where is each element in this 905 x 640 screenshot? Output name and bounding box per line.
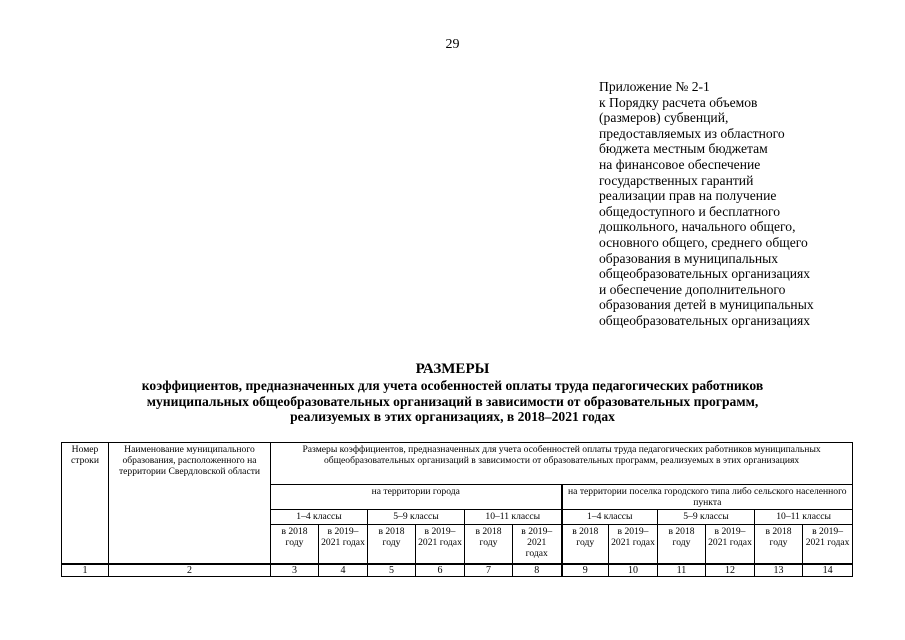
appendix-line: общеобразовательных организациях xyxy=(599,312,811,328)
appendix-line: образования в муниципальных xyxy=(599,250,779,266)
header-year-2018: в 2018 году xyxy=(562,525,609,564)
header-grades-city-5-9: 5–9 классы xyxy=(368,510,465,525)
appendix-note xyxy=(599,79,869,329)
column-number-cell: 3 xyxy=(271,564,319,577)
header-year-2018: в 2018 году xyxy=(755,525,803,564)
header-year-2019-2021: в 2019–2021 годах xyxy=(803,525,853,564)
document-title: РАЗМЕРЫ xyxy=(415,361,490,377)
coefficients-table xyxy=(61,442,853,577)
header-row-number: Номер строки xyxy=(62,443,109,564)
column-number-cell: 13 xyxy=(755,564,803,577)
header-grades-city-10-11: 10–11 классы xyxy=(465,510,562,525)
appendix-line: образования детей в муниципальных xyxy=(599,297,814,313)
header-city: на территории города xyxy=(271,485,562,510)
appendix-line: к Порядку расчета объемов xyxy=(599,94,758,110)
appendix-line: основного общего, среднего общего xyxy=(599,234,808,250)
appendix-line: Приложение № 2-1 xyxy=(599,79,710,94)
document-subtitle xyxy=(70,378,835,425)
header-municipality-name: Наименование муниципального образования, расположенного на территории Свердловской области xyxy=(109,443,271,564)
appendix-line: дошкольного, начального общего, xyxy=(599,219,796,235)
appendix-line: общедоступного и бесплатного xyxy=(599,203,781,219)
column-number-cell: 4 xyxy=(319,564,368,577)
column-number-cell: 10 xyxy=(609,564,658,577)
header-year-2018: в 2018 году xyxy=(658,525,706,564)
subtitle-line: реализуемых в этих организациях, в 2018–2021 годах xyxy=(290,409,615,424)
header-year-2018: в 2018 году xyxy=(368,525,416,564)
header-settlement: на территории поселка городского типа либо сельского населенного пункта xyxy=(562,485,853,510)
column-number-cell: 1 xyxy=(62,564,109,577)
column-number-cell: 12 xyxy=(706,564,755,577)
header-grades-settlement-10-11: 10–11 классы xyxy=(755,510,853,525)
header-year-2018: в 2018 году xyxy=(271,525,319,564)
header-year-2019-2021: в 2019–2021 годах xyxy=(706,525,755,564)
header-grades-settlement-1-4: 1–4 классы xyxy=(562,510,658,525)
column-number-cell: 11 xyxy=(658,564,706,577)
appendix-line: предоставляемых из областного xyxy=(599,125,785,141)
column-number-cell: 9 xyxy=(562,564,609,577)
appendix-line: бюджета местным бюджетам xyxy=(599,141,768,157)
header-coefficients: Размеры коэффициентов, предназначенных для учета особенностей оплаты труда педагогических работников муниципальных общеобразовательных организаций в зависимости от образовательных программ, реализуемых в этих организациях xyxy=(271,443,853,485)
header-grades-settlement-5-9: 5–9 классы xyxy=(658,510,755,525)
header-year-2019-2021: в 2019–2021 годах xyxy=(319,525,368,564)
column-number-cell: 14 xyxy=(803,564,853,577)
column-number-cell: 7 xyxy=(465,564,513,577)
column-number-cell: 5 xyxy=(368,564,416,577)
header-grades-city-1-4: 1–4 классы xyxy=(271,510,368,525)
appendix-line: и обеспечение дополнительного xyxy=(599,281,786,297)
header-year-2019-2021: в 2019–2021 годах xyxy=(416,525,465,564)
header-year-2018: в 2018 году xyxy=(465,525,513,564)
column-number-cell: 6 xyxy=(416,564,465,577)
appendix-line: общеобразовательных организациях xyxy=(599,266,811,282)
subtitle-line: коэффициентов, предназначенных для учета особенностей оплаты труда педагогических работников xyxy=(141,378,764,393)
column-number-cell: 2 xyxy=(109,564,271,577)
subtitle-line: муниципальных общеобразовательных организаций в зависимости от образовательных программ, xyxy=(146,393,759,409)
page-number: 29 xyxy=(445,37,460,52)
column-number-cell: 8 xyxy=(513,564,562,577)
header-year-2019-2021: в 2019–2021 годах xyxy=(609,525,658,564)
appendix-line: государственных гарантий xyxy=(599,172,754,188)
appendix-line: на финансовое обеспечение xyxy=(599,156,761,172)
appendix-line: (размеров) субвенций, xyxy=(599,110,729,126)
appendix-line: реализации прав на получение xyxy=(599,188,777,204)
header-year-2019-2021: в 2019–2021 годах xyxy=(513,525,562,564)
